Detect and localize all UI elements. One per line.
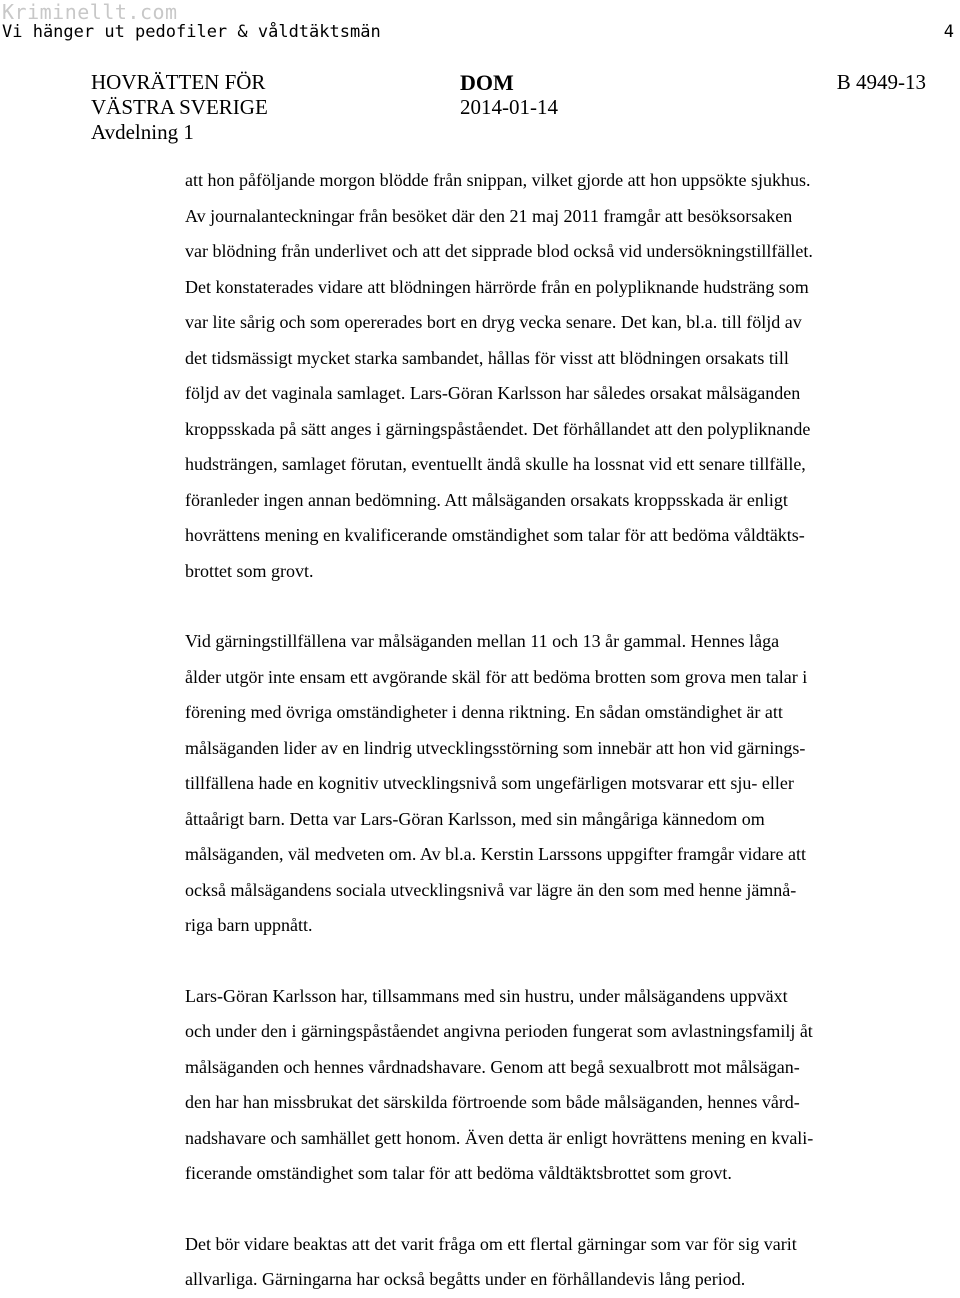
document-body [185, 163, 925, 1298]
text-line: var lite sårig och som opererades bort en dryg vecka senare. Det kan, bl.a. till följd av [185, 312, 802, 332]
text-line: Det bör vidare beaktas att det varit fråga om ett flertal gärningar som var för sig varit [185, 1233, 797, 1254]
court-name-line1: HOVRÄTTEN FÖR [91, 70, 266, 94]
doc-date: 2014-01-14 [460, 95, 558, 119]
page-number: 4 [943, 22, 954, 42]
text-line: brottet som grovt. [185, 560, 314, 581]
text-line: att hon påföljande morgon blödde från snippan, vilket gjorde att hon uppsökte sjukhus. [185, 170, 811, 190]
division: Avdelning 1 [91, 120, 194, 144]
text-line: riga barn uppnått. [185, 915, 313, 935]
paragraph-3 [185, 979, 925, 1192]
text-line: kroppsskada på sätt anges i gärningspåståendet. Det förhållandet att den polypliknande [185, 418, 811, 439]
paragraph-2 [185, 624, 925, 944]
text-line: förening med övriga omständigheter i denna riktning. En sådan omständighet är att [185, 702, 783, 722]
text-line: allvarliga. Gärningarna har också begåtts under en förhållandevis lång period. [185, 1269, 746, 1289]
text-line: ficerande omständighet som talar för att bedöma våldtäktsbrottet som grovt. [185, 1163, 732, 1183]
site-name: Kriminellt.com [2, 0, 178, 24]
court-block [91, 70, 268, 145]
text-line: ålder utgör inte ensam ett avgörande skäl för att bedöma brotten som grova men talar i [185, 666, 808, 687]
text-line: var blödning från underlivet och att det sipprade blod också vid undersökningstillfället. [185, 241, 813, 261]
paragraph-1 [185, 163, 925, 589]
case-number: B 4949-13 [836, 70, 926, 94]
text-line: Det konstaterades vidare att blödningen härrörde från en polypliknande hudsträng som [185, 276, 809, 297]
text-line: tillfällena hade en kognitiv utvecklingsnivå som ungefärligen motsvarar ett sju- eller [185, 773, 794, 793]
text-line: målsäganden, väl medveten om. Av bl.a. Kerstin Larssons uppgifter framgår vidare att [185, 844, 806, 864]
text-line: Av journalanteckningar från besöket där den 21 maj 2011 framgår att besöksorsaken [185, 205, 793, 226]
text-line: föranleder ingen annan bedömning. Att målsäganden orsakats kroppsskada är enligt [185, 489, 788, 510]
text-line: och under den i gärningspåståendet angivna perioden fungerat som avlastningsfamilj åt [185, 1021, 813, 1041]
court-name-line2: VÄSTRA SVERIGE [91, 95, 268, 119]
text-line: åttaårigt barn. Detta var Lars-Göran Karlsson, med sin mångåriga kännedom om [185, 808, 765, 829]
text-line: målsäganden och hennes vårdnadshavare. Genom att begå sexualbrott mot målsägan- [185, 1056, 800, 1077]
text-line: också målsägandens sociala utvecklingsnivå var lägre än den som med henne jämnå- [185, 879, 797, 900]
site-tagline: Vi hänger ut pedofiler & våldtäktsmän [2, 22, 381, 42]
text-line: hovrättens mening en kvalificerande omständighet som talar för att bedöma våldtäkts- [185, 525, 805, 545]
text-line: målsäganden lider av en lindrig utvecklingsstörning som innebär att hon vid gärnings- [185, 737, 806, 758]
text-line: det tidsmässigt mycket starka sambandet, hållas för visst att blödningen orsakats till [185, 347, 789, 368]
text-line: Lars-Göran Karlsson har, tillsammans med sin hustru, under målsägandens uppväxt [185, 985, 788, 1006]
paragraph-4 [185, 1227, 925, 1298]
doc-type-block [460, 70, 558, 120]
text-line: nadshavare och samhället gett honom. Även detta är enligt hovrättens mening en kvali- [185, 1127, 814, 1148]
text-line: den har han missbrukat det särskilda förtroende som både målsäganden, hennes vård- [185, 1092, 800, 1112]
text-line: följd av det vaginala samlaget. Lars-Göran Karlsson har således orsakat målsäganden [185, 383, 801, 403]
doc-type: DOM [460, 70, 514, 95]
text-line: Vid gärningstillfällena var målsäganden mellan 11 och 13 år gammal. Hennes låga [185, 631, 780, 651]
text-line: hudsträngen, samlaget förutan, eventuellt ändå skulle ha lossnat vid ett senare tillfälle, [185, 454, 806, 474]
